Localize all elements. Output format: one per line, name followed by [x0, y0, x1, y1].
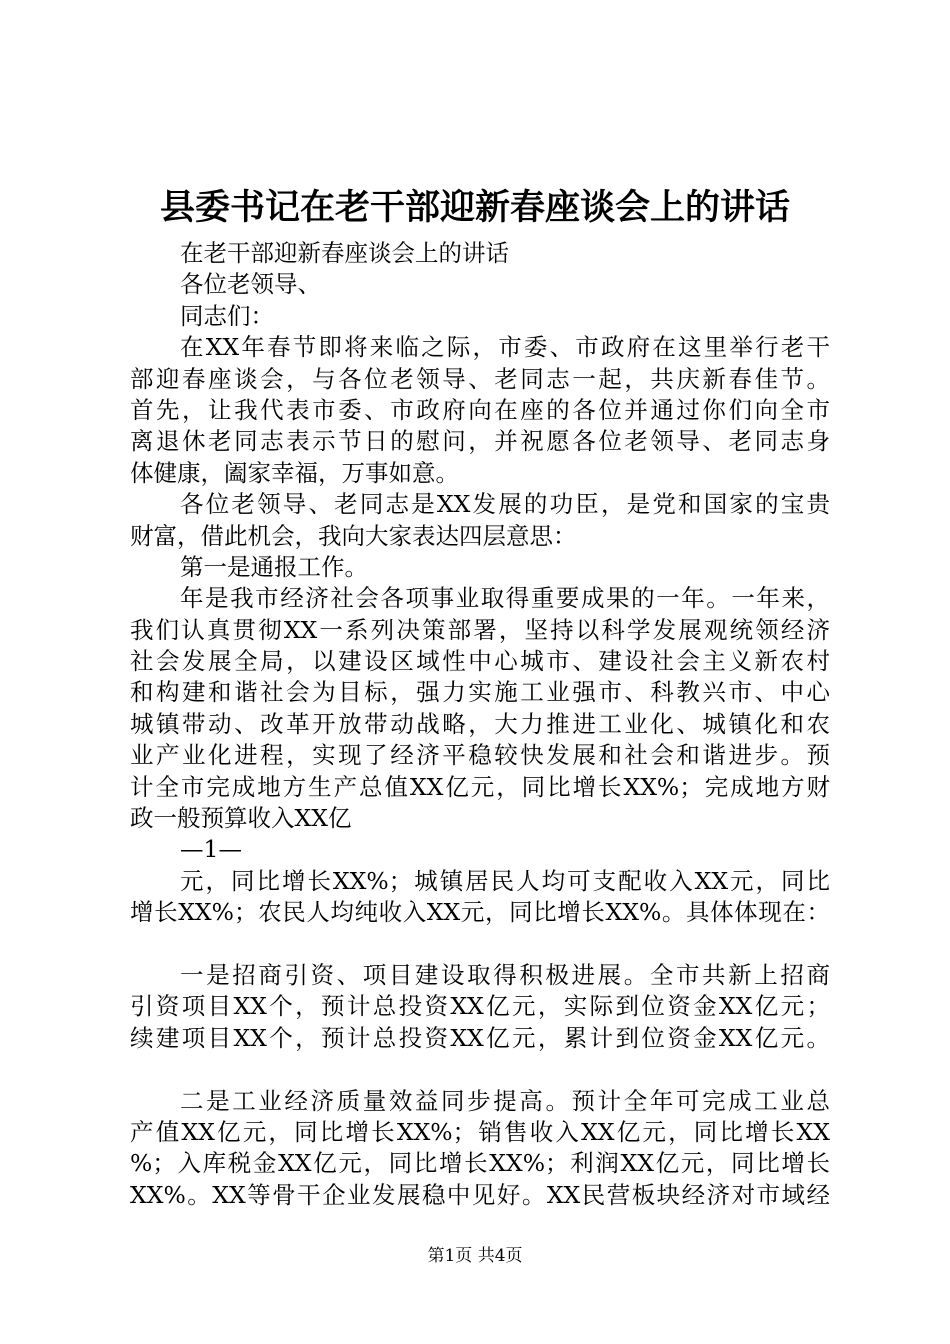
- paragraph-line: 体健康，阖家幸福，万事如意。: [130, 458, 459, 487]
- paragraph-line: 我们认真贯彻XX一系列决策部署，坚持以科学发展观统领经济: [130, 615, 830, 644]
- inline-page-marker: —1—: [180, 835, 242, 864]
- paragraph-line: 增长XX%；农民人均纯收入XX元，同比增长XX%。具体体现在：: [130, 898, 830, 927]
- paragraph-line: 年是我市经济社会各项事业取得重要成果的一年。一年来，: [180, 584, 830, 613]
- paragraph-line: 业产业化进程，实现了经济平稳较快发展和社会和谐进步。预: [130, 741, 830, 770]
- document-body: [130, 238, 830, 1211]
- paragraph-line: 一是招商引资、项目建设取得积极进展。全市共新上招商: [180, 960, 830, 989]
- paragraph-gap: [130, 929, 830, 960]
- paragraph-line: 产值XX亿元，同比增长XX%；销售收入XX亿元，同比增长XX: [130, 1117, 830, 1146]
- paragraph-line: 部迎春座谈会，与各位老领导、老同志一起，共庆新春佳节。: [130, 364, 830, 393]
- paragraph-line: 引资项目XX个，预计总投资XX亿元，实际到位资金XX亿元；: [130, 992, 830, 1021]
- paragraph-line: 政一般预算收入XX亿: [130, 804, 352, 833]
- salutation-line: 同志们：: [180, 301, 274, 330]
- page-footer: 第1页 共4页: [427, 1246, 523, 1266]
- paragraph-line: 社会发展全局，以建设区域性中心城市、建设社会主义新农村: [130, 647, 830, 676]
- paragraph-line: 各位老领导、老同志是XX发展的功臣，是党和国家的宝贵: [180, 490, 830, 519]
- subtitle-line: 在老干部迎新春座谈会上的讲话: [180, 239, 509, 267]
- document-title: 县委书记在老干部迎新春座谈会上的讲话: [159, 187, 790, 228]
- paragraph-line: 城镇带动、改革开放带动战略，大力推进工业化、城镇化和农: [130, 709, 830, 738]
- salutation-line: 各位老领导、: [180, 270, 321, 299]
- section-heading: 第一是通报工作。: [180, 552, 368, 581]
- paragraph-line: 和构建和谐社会为目标，强力实施工业强市、科教兴市、中心: [130, 678, 830, 707]
- paragraph-line: 元，同比增长XX%；城镇居民人均可支配收入XX元，同比: [180, 866, 830, 895]
- paragraph-line: %；入库税金XX亿元，同比增长XX%；利润XX亿元，同比增长: [130, 1149, 830, 1178]
- paragraph-line: 在XX年春节即将来临之际，市委、市政府在这里举行老干: [180, 333, 830, 362]
- paragraph-line: 二是工业经济质量效益同步提高。预计全年可完成工业总: [180, 1086, 830, 1115]
- paragraph-line: 首先，让我代表市委、市政府向在座的各位并通过你们向全市: [130, 395, 830, 424]
- paragraph-line: 离退休老同志表示节日的慰问，并祝愿各位老领导、老同志身: [130, 427, 830, 456]
- paragraph-line: 续建项目XX个，预计总投资XX亿元，累计到位资金XX亿元。: [130, 1023, 830, 1052]
- paragraph-gap: [130, 1054, 830, 1085]
- paragraph-line: XX%。XX等骨干企业发展稳中见好。XX民营板块经济对市域经: [130, 1180, 830, 1209]
- paragraph-line: 财富，借此机会，我向大家表达四层意思：: [130, 521, 577, 550]
- paragraph-line: 计全市完成地方生产总值XX亿元，同比增长XX%；完成地方财: [130, 772, 830, 801]
